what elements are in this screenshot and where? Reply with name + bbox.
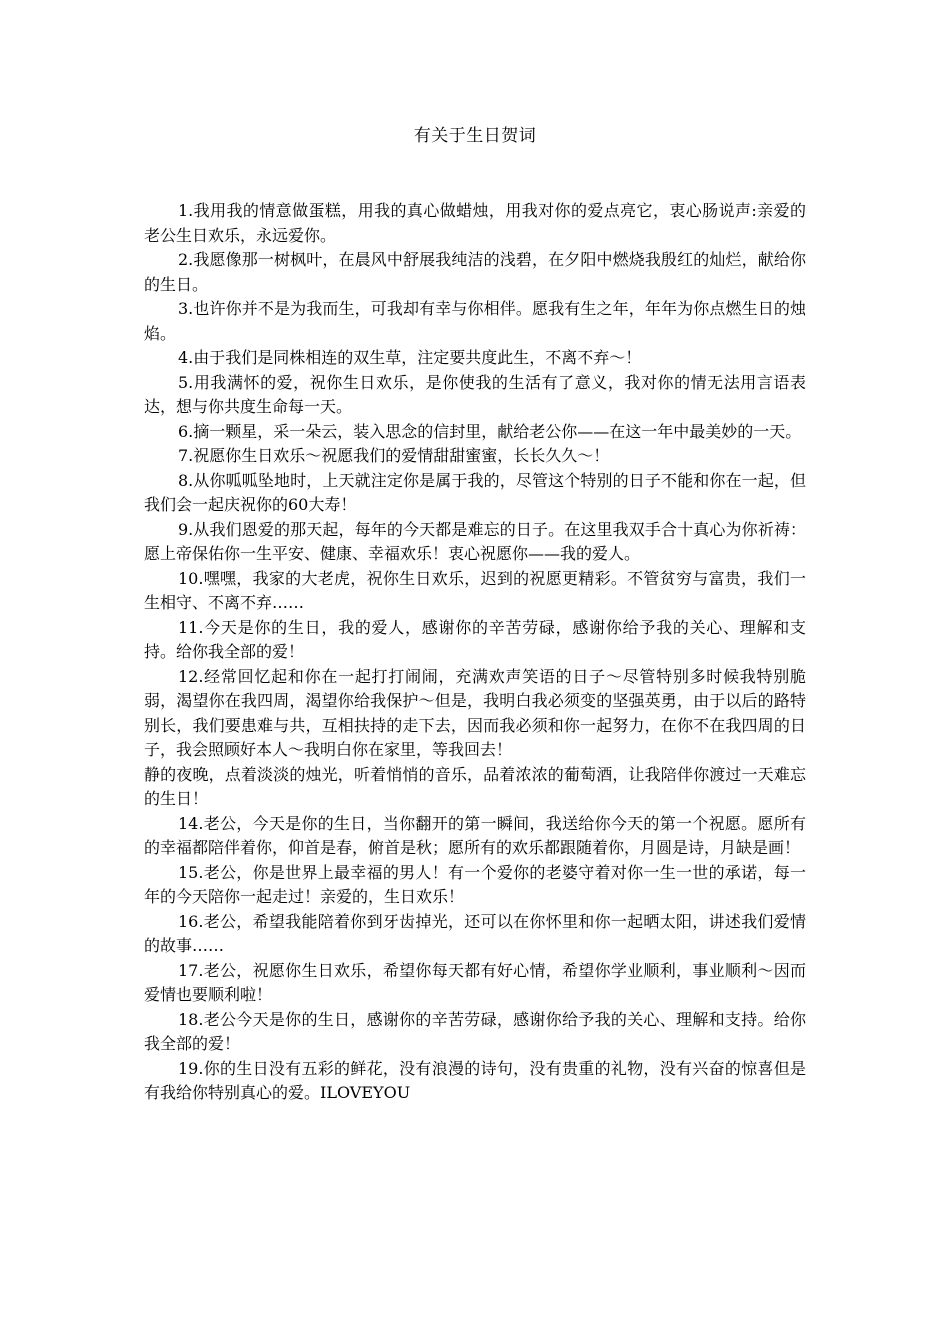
paragraph: 静的夜晚，点着淡淡的烛光，听着悄悄的音乐，品着浓浓的葡萄酒，让我陪伴你渡过一天难忘的生日！ bbox=[144, 764, 806, 808]
paragraph: 2.我愿像那一树枫叶，在晨风中舒展我纯洁的浅碧，在夕阳中燃烧我殷红的灿烂，献给你的生日。 bbox=[144, 250, 806, 294]
paragraph: 6.摘一颗星，采一朵云，装入思念的信封里，献给老公你——在这一年中最美妙的一天。 bbox=[178, 421, 802, 441]
paragraph: 8.从你呱呱坠地时，上天就注定你是属于我的，尽管这个特别的日子不能和你在一起，但我们会一起庆祝你的60大寿！ bbox=[144, 470, 806, 514]
paragraph: 1.我用我的情意做蛋糕，用我的真心做蜡烛，用我对你的爱点亮它，衷心肠说声:亲爱的老公生日欢乐，永远爱你。 bbox=[144, 201, 806, 245]
document-title: 有关于生日贺词 bbox=[413, 126, 537, 146]
paragraph: 3.也许你并不是为我而生，可我却有幸与你相伴。愿我有生之年，年年为你点燃生日的烛焰。 bbox=[144, 299, 806, 343]
paragraph: 17.老公，祝愿你生日欢乐，希望你每天都有好心情，希望你学业顺利，事业顺利～因而爱情也要顺利啦！ bbox=[144, 960, 806, 1004]
paragraph: 5.用我满怀的爱，祝你生日欢乐，是你使我的生活有了意义，我对你的情无法用言语表达，想与你共度生命每一天。 bbox=[144, 372, 806, 416]
paragraph: 18.老公今天是你的生日，感谢你的辛苦劳碌，感谢你给予我的关心、理解和支持。给你我全部的爱！ bbox=[144, 1009, 806, 1053]
paragraph: 15.老公，你是世界上最幸福的男人！有一个爱你的老婆守着对你一生一世的承诺，每一年的今天陪你一起走过！亲爱的，生日欢乐！ bbox=[144, 862, 806, 906]
paragraph: 12.经常回忆起和你在一起打打闹闹，充满欢声笑语的日子～尽管特别多时候我特别脆弱，渴望你在我四周，渴望你给我保护～但是，我明白我必须变的坚强英勇，由于以后的路特别长，我们要患难与共，互相扶持的走下去，因而我必须和你一起努力，在你不在我四周的日子，我会照顾好本人～我明白你在家里，等我回去！ bbox=[144, 666, 806, 759]
document-body bbox=[144, 199, 806, 1106]
paragraph: 10.嘿嘿，我家的大老虎，祝你生日欢乐，迟到的祝愿更精彩。不管贫穷与富贵，我们一生相守、不离不弃…… bbox=[144, 568, 806, 612]
paragraph: 7.祝愿你生日欢乐～祝愿我们的爱情甜甜蜜蜜，长长久久～！ bbox=[178, 446, 610, 465]
paragraph: 16.老公，希望我能陪着你到牙齿掉光，还可以在你怀里和你一起晒太阳，讲述我们爱情的故事…… bbox=[144, 911, 806, 955]
paragraph: 14.老公，今天是你的生日，当你翻开的第一瞬间，我送给你今天的第一个祝愿。愿所有的幸福都陪伴着你，仰首是春，俯首是秋；愿所有的欢乐都跟随着你，月圆是诗，月缺是画！ bbox=[144, 813, 806, 857]
paragraph: 9.从我们恩爱的那天起，每年的今天都是难忘的日子。在这里我双手合十真心为你祈祷：愿上帝保佑你一生平安、健康、幸福欢乐！衷心祝愿你——我的爱人。 bbox=[144, 519, 806, 563]
paragraph: 19.你的生日没有五彩的鲜花，没有浪漫的诗句，没有贵重的礼物，没有兴奋的惊喜但是有我给你特别真心的爱。ILOVEYOU bbox=[144, 1058, 806, 1102]
paragraph: 11.今天是你的生日，我的爱人，感谢你的辛苦劳碌，感谢你给予我的关心、理解和支持。给你我全部的爱！ bbox=[144, 617, 806, 661]
paragraph: 4.由于我们是同株相连的双生草，注定要共度此生，不离不弃～！ bbox=[178, 348, 642, 367]
